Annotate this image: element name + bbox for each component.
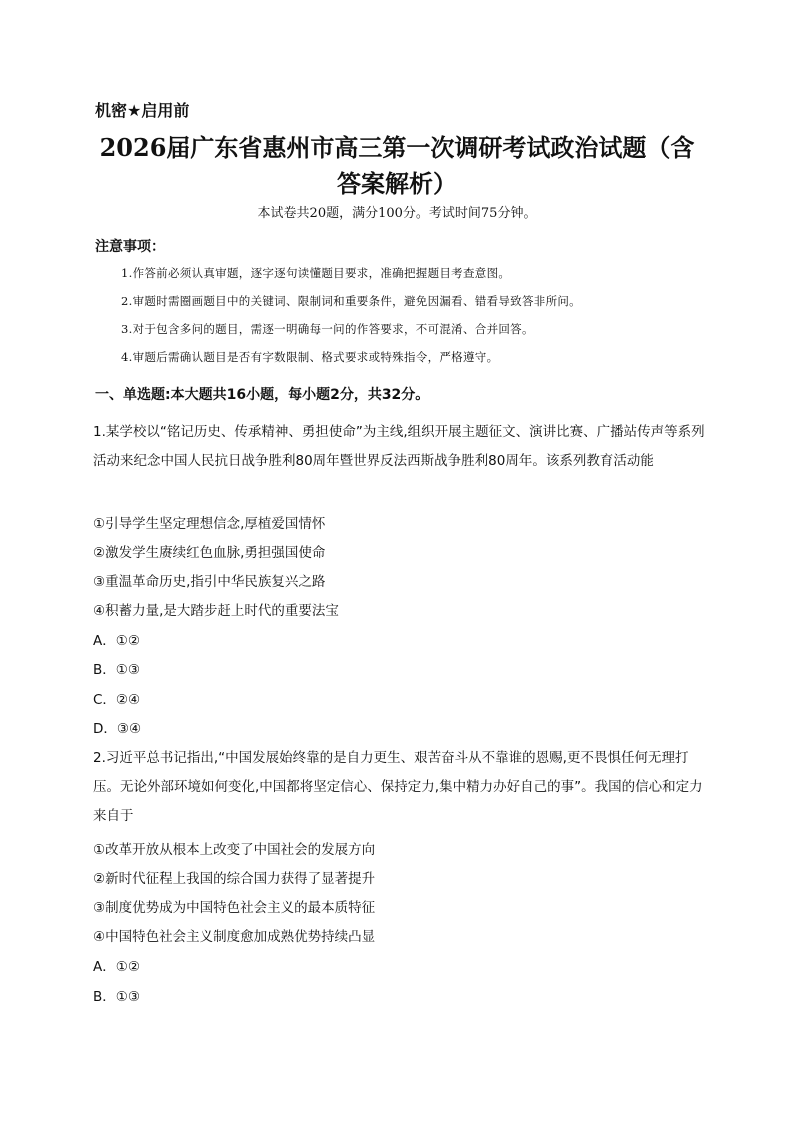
exam-info: 本试卷共20题，满分100分。考试时间75分钟。 xyxy=(257,206,537,221)
answer-option: A．①② xyxy=(93,633,140,649)
question-statement: ②激发学生赓续红色血脉,勇担强国使命 xyxy=(93,545,326,561)
question-statement: ②新时代征程上我国的综合国力获得了显著提升 xyxy=(93,871,376,887)
section-title: 一、单选题:本大题共16小题，每小题2分，共32分。 xyxy=(95,387,430,403)
question-statement: ①引导学生坚定理想信念,厚植爱国情怀 xyxy=(93,516,326,532)
notice-item: 1.作答前必须认真审题，逐字逐句读懂题目要求，准确把握题目考查意图。 xyxy=(121,266,511,280)
question-statement: ①改革开放从根本上改变了中国社会的发展方向 xyxy=(93,842,376,858)
page-title: 2026届广东省惠州市高三第一次调研考试政治试题（含答案解析） xyxy=(99,133,695,198)
question-stem: 1.某学校以“铭记历史、传承精神、勇担使命”为主线,组织开展主题征文、演讲比赛、广播站传声等系列活动来纪念中国人民抗日战争胜利80周年暨世界反法西斯战争胜利80周年。该系列教育活动能 xyxy=(93,424,705,469)
answer-option: B．①③ xyxy=(93,989,140,1005)
question-stem: 2.习近平总书记指出,“中国发展始终靠的是自力更生、艰苦奋斗从不靠谁的恩赐,更不畏惧任何无理打压。无论外部环境如何变化,中国都将坚定信心、保持定力,集中精力办好自己的事”。我国的信心和定力来自于 xyxy=(93,750,703,824)
answer-option: C．②④ xyxy=(93,692,141,708)
question-statement: ③重温革命历史,指引中华民族复兴之路 xyxy=(93,574,326,590)
confidential-mark: 机密★启用前 xyxy=(95,101,190,120)
notice-item: 4.审题后需确认题目是否有字数限制、格式要求或特殊指令，严格遵守。 xyxy=(121,350,499,364)
question-statement: ④中国特色社会主义制度愈加成熟优势持续凸显 xyxy=(93,929,376,945)
answer-option: A．①② xyxy=(93,959,140,975)
notice-item: 3.对于包含多问的题目，需逐一明确每一问的作答要求，不可混淆、合并回答。 xyxy=(121,322,534,336)
notice-item: 2.审题时需圈画题目中的关键词、限制词和重要条件，避免因漏看、错看导致答非所问。 xyxy=(121,294,581,308)
notice-heading: 注意事项： xyxy=(95,239,165,255)
question-statement: ④积蓄力量,是大踏步赶上时代的重要法宝 xyxy=(93,603,339,619)
question-statement: ③制度优势成为中国特色社会主义的最本质特征 xyxy=(93,900,376,916)
answer-option: B．①③ xyxy=(93,662,140,678)
answer-option: D．③④ xyxy=(93,721,142,737)
